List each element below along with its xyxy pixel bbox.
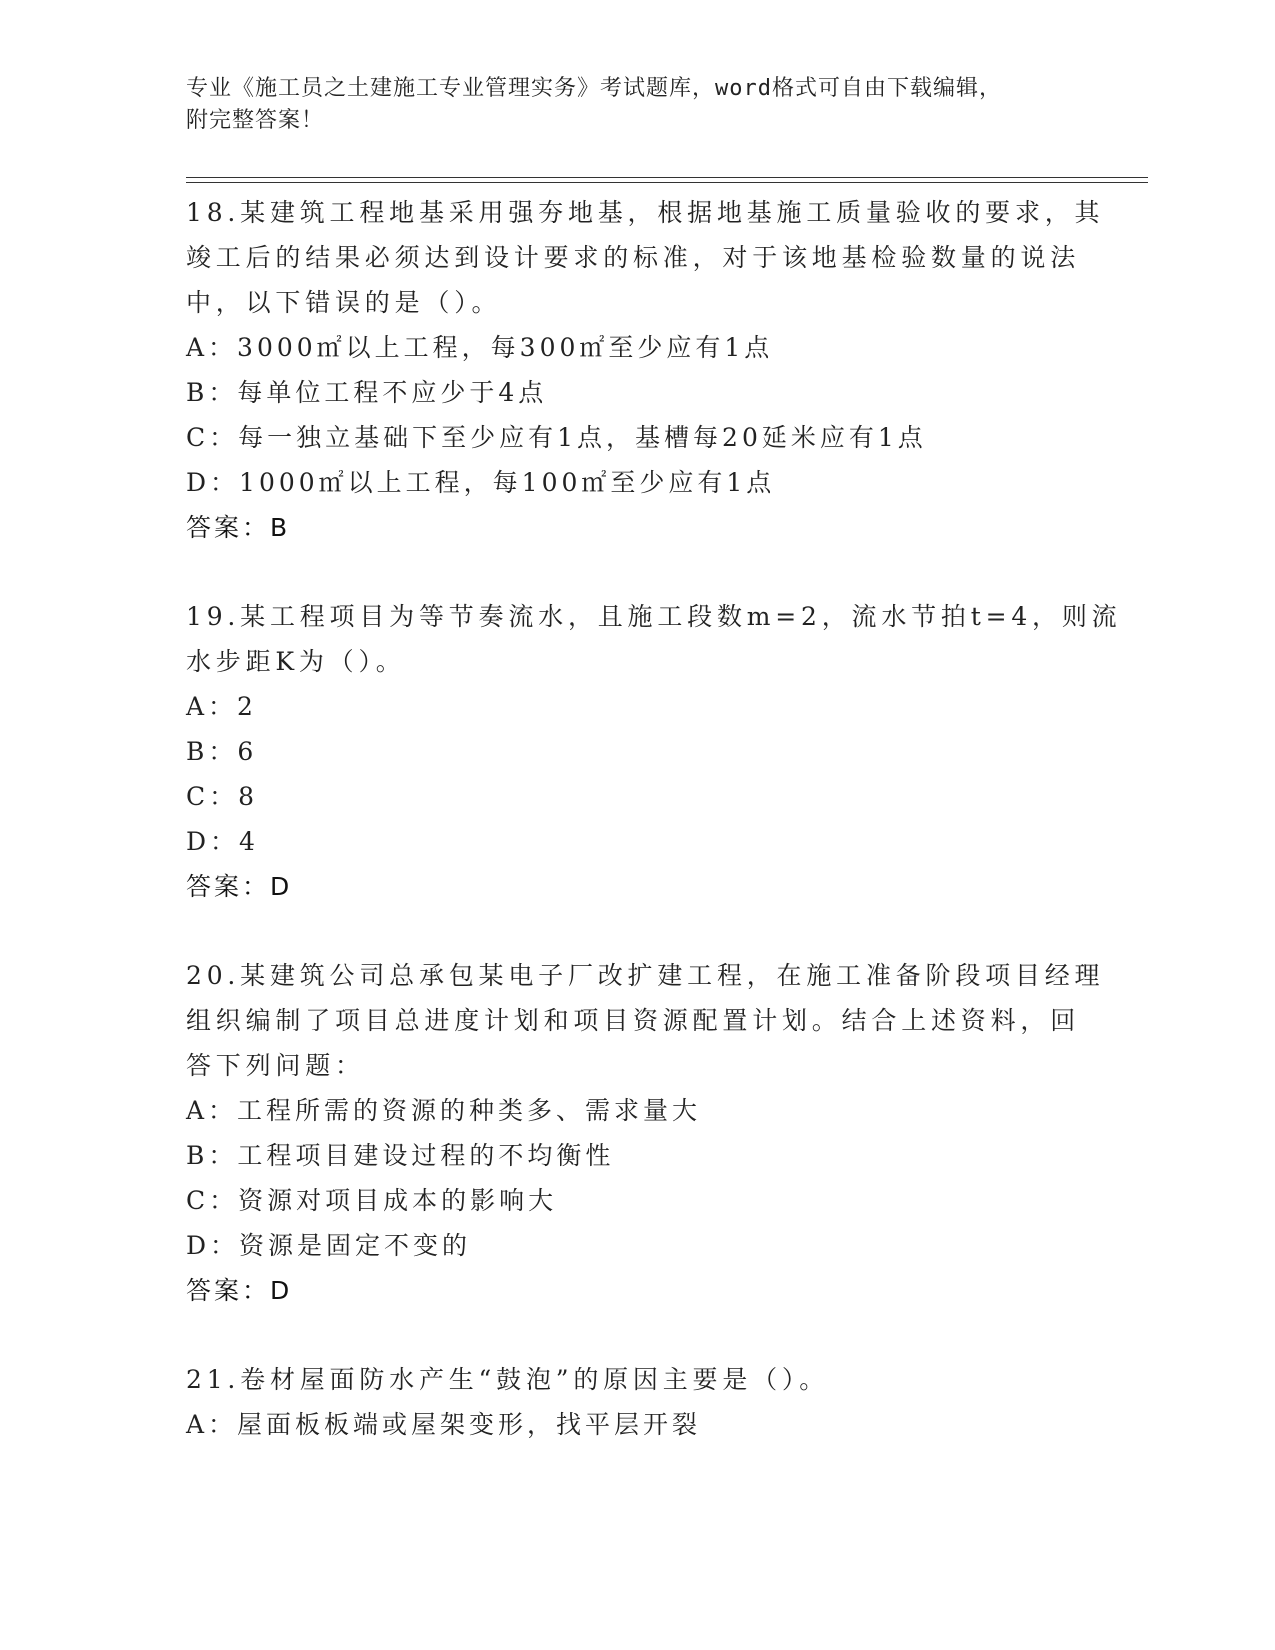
question-list bbox=[186, 190, 1122, 1491]
option-a: A：工程所需的资源的种类多、需求量大 bbox=[186, 1096, 702, 1125]
question-21 bbox=[186, 1357, 1086, 1447]
answer-label: 答案：B bbox=[186, 513, 291, 542]
header-line: 专业《施工员之土建施工专业管理实务》考试题库，word格式可自由下载编辑， bbox=[186, 76, 1002, 101]
question-stem-line: 21.卷材屋面防水产生“鼓泡”的原因主要是（）。 bbox=[186, 1365, 830, 1394]
option-d: D：1000㎡以上工程，每100㎡至少应有1点 bbox=[186, 468, 776, 497]
answer-label: 答案：D bbox=[186, 1276, 293, 1305]
option-d: D：资源是固定不变的 bbox=[186, 1231, 472, 1260]
question-stem-line: 答下列问题： bbox=[186, 1051, 365, 1080]
option-c: C：每一独立基础下至少应有1点，基槽每20延米应有1点 bbox=[186, 423, 927, 452]
question-stem-line: 19.某工程项目为等节奏流水，且施工段数m=2，流水节拍t=4，则流 bbox=[186, 602, 1122, 631]
question-stem-line: 中，以下错误的是（）。 bbox=[186, 288, 502, 317]
question-stem-line: 18.某建筑工程地基采用强夯地基，根据地基施工质量验收的要求，其 bbox=[186, 198, 1105, 227]
option-a: A：2 bbox=[186, 692, 257, 721]
header-divider-top bbox=[186, 177, 1148, 178]
question-stem-line: 竣工后的结果必须达到设计要求的标准，对于该地基检验数量的说法 bbox=[186, 243, 1081, 272]
option-b: B：工程项目建设过程的不均衡性 bbox=[186, 1141, 615, 1170]
question-19 bbox=[186, 594, 1122, 909]
option-c: C：资源对项目成本的影响大 bbox=[186, 1186, 558, 1215]
option-a: A：屋面板板端或屋架变形，找平层开裂 bbox=[186, 1410, 702, 1439]
question-stem-line: 20.某建筑公司总承包某电子厂改扩建工程，在施工准备阶段项目经理 bbox=[186, 961, 1105, 990]
option-d: D：4 bbox=[186, 827, 259, 856]
header-line: 附完整答案！ bbox=[186, 108, 325, 133]
question-stem-line: 组织编制了项目总进度计划和项目资源配置计划。结合上述资料，回 bbox=[186, 1006, 1081, 1035]
option-b: B：6 bbox=[186, 737, 258, 766]
option-b: B：每单位工程不应少于4点 bbox=[186, 378, 548, 407]
answer-label: 答案：D bbox=[186, 872, 293, 901]
header-note bbox=[186, 73, 1066, 137]
question-stem-line: 水步距K为（）。 bbox=[186, 647, 406, 676]
option-a: A：3000㎡以上工程，每300㎡至少应有1点 bbox=[186, 333, 774, 362]
question-18 bbox=[186, 190, 1105, 550]
question-20 bbox=[186, 953, 1105, 1313]
option-c: C：8 bbox=[186, 782, 259, 811]
header-divider-bottom bbox=[186, 182, 1148, 183]
